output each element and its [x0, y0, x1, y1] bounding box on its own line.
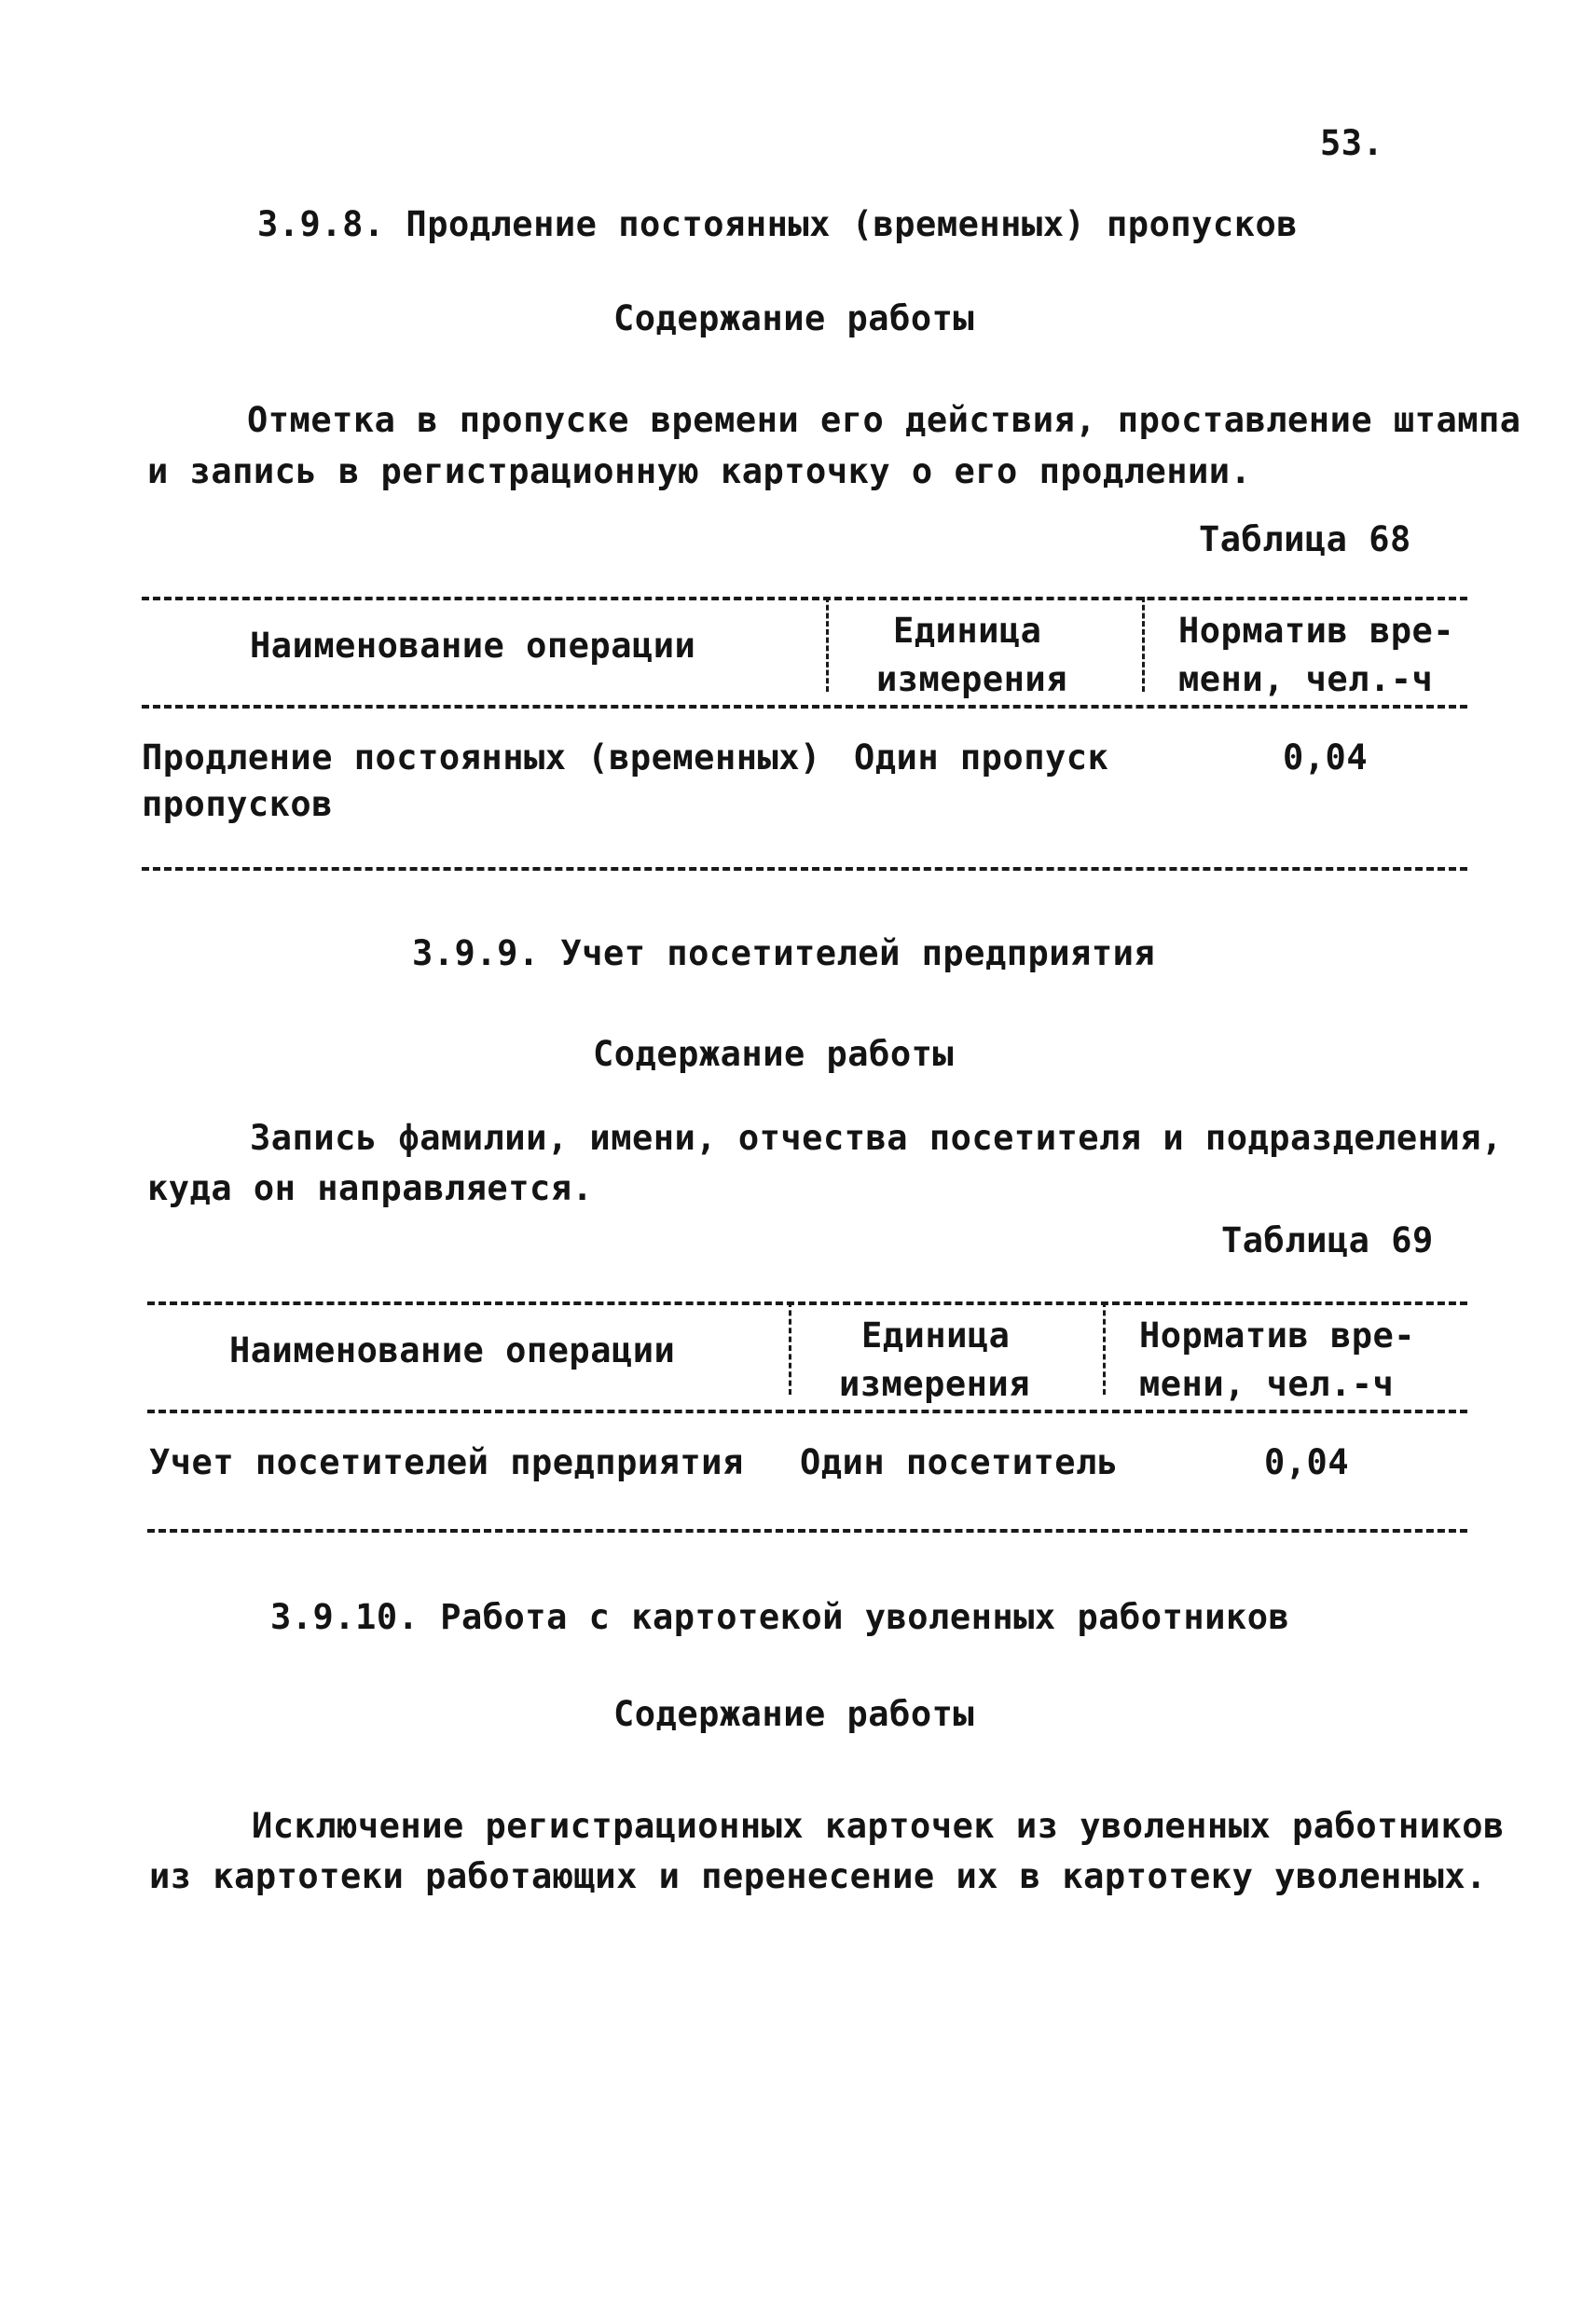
description-line: из картотеки работающих и перенесение их в картотеку уволенных. — [149, 1856, 1487, 1896]
section-heading-3-9-8: 3.9.8. Продление постоянных (временных) пропусков — [257, 204, 1299, 244]
row-unit: Один пропуск — [854, 737, 1109, 778]
table-border-bottom — [142, 867, 1467, 871]
row-operation: Учет посетителей предприятия — [149, 1442, 744, 1482]
column-header-norm: мени, чел.-ч — [1178, 659, 1434, 699]
row-unit: Один посетитель — [800, 1442, 1119, 1482]
description-line: Запись фамилии, имени, отчества посетителя и подразделения, — [250, 1118, 1503, 1158]
table-label: Таблица 69 — [1221, 1220, 1434, 1260]
column-header-unit: Единица — [861, 1315, 1011, 1356]
description-line: куда он направляется. — [147, 1168, 594, 1208]
column-header-unit: измерения — [839, 1364, 1030, 1404]
description-line: и запись в регистрационную карточку о его продлении. — [147, 451, 1252, 491]
row-operation: Продление постоянных (временных) — [142, 737, 821, 778]
column-divider — [1103, 1301, 1106, 1395]
content-title: Содержание работы — [593, 1034, 955, 1074]
table-label: Таблица 68 — [1199, 519, 1411, 559]
column-divider — [1142, 597, 1145, 692]
table-border-top — [147, 1301, 1467, 1305]
column-header-norm: Норматив вре- — [1178, 611, 1455, 651]
content-title: Содержание работы — [613, 298, 975, 338]
section-heading-3-9-9: 3.9.9. Учет посетителей предприятия — [412, 933, 1156, 973]
column-header-norm: Норматив вре- — [1139, 1315, 1416, 1356]
page-number: 53. — [1320, 123, 1384, 163]
row-operation: пропусков — [142, 784, 333, 824]
column-header-operation: Наименование операции — [229, 1330, 676, 1370]
table-border-top — [142, 597, 1467, 600]
column-header-unit: Единица — [893, 611, 1042, 651]
column-divider — [826, 597, 829, 692]
column-header-operation: Наименование операции — [250, 626, 696, 666]
column-header-norm: мени, чел.-ч — [1139, 1364, 1395, 1404]
row-norm: 0,04 — [1264, 1442, 1350, 1482]
row-norm: 0,04 — [1283, 737, 1369, 778]
description-line: Отметка в пропуске времени его действия, проставление штампа — [247, 400, 1521, 440]
table-header-divider — [147, 1410, 1467, 1413]
table-header-divider — [142, 705, 1467, 709]
content-title: Содержание работы — [613, 1694, 975, 1734]
column-divider — [789, 1301, 791, 1395]
table-border-bottom — [147, 1529, 1467, 1533]
section-heading-3-9-10: 3.9.10. Работа с картотекой уволенных работников — [270, 1597, 1290, 1637]
description-line: Исключение регистрационных карточек из уволенных работников — [252, 1806, 1505, 1846]
column-header-unit: измерения — [876, 659, 1067, 699]
